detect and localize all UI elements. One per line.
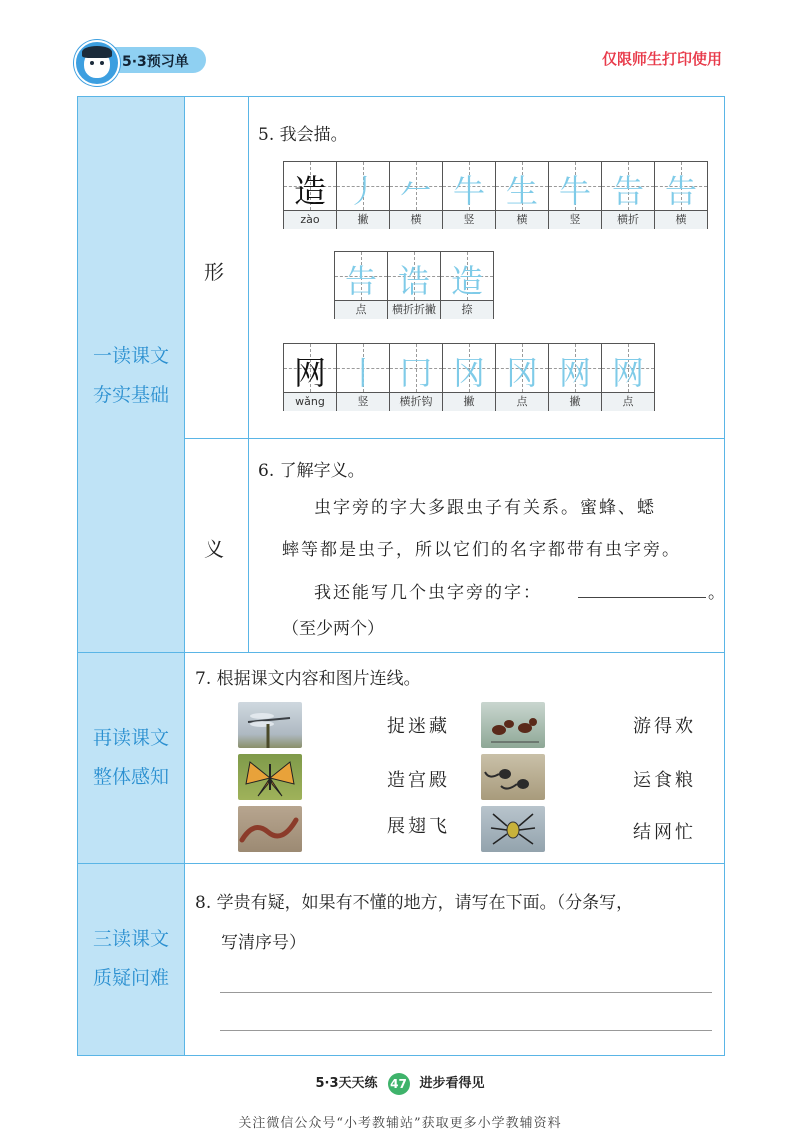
section-second-line1: 再读课文 [92, 727, 169, 749]
stroke-name-label: 竖 [443, 210, 495, 229]
section-second-label [78, 653, 184, 864]
pinyin-label: wǎng [284, 392, 336, 411]
dragonfly-picture[interactable] [238, 702, 302, 748]
trace-character[interactable]: 牛 [452, 172, 485, 210]
zao-cell-0 [284, 162, 337, 228]
wang-cell-3 [443, 344, 496, 410]
zao-cell-2 [390, 162, 443, 228]
trace-character[interactable]: 冈 [452, 354, 485, 392]
wang-cell-0 [284, 344, 337, 410]
header-tag-label: 5·3预习单 [122, 54, 189, 70]
zao2-cell-2 [441, 252, 493, 318]
stroke-name-label: 点 [496, 392, 548, 411]
stroke-name-label: 横 [655, 210, 707, 229]
left-word-1[interactable]: 捉迷藏 [387, 716, 450, 737]
spider-picture[interactable] [481, 806, 545, 852]
zao-stroke-grid [283, 161, 708, 229]
print-notice: 仅限师生打印使用 [601, 50, 722, 68]
q7-title: 7. 根据课文内容和图片连线。 [195, 669, 421, 689]
q8-writing-line-1[interactable] [220, 992, 712, 993]
section-first-line2: 夯实基础 [92, 384, 169, 406]
q6-answer-blank[interactable] [578, 597, 706, 598]
model-character: 造 [293, 172, 326, 210]
q6-prompt: 我还能写几个虫字旁的字： [314, 583, 542, 603]
right-word-1[interactable]: 游得欢 [633, 716, 696, 737]
mascot-logo-icon [74, 40, 120, 86]
bottom-note: 关注微信公众号“小考教辅站”获取更多小学教辅资料 [238, 1116, 562, 1131]
q6-paragraph-line2: 蟀等都是虫子，所以它们的名字都带有虫字旁。 [282, 540, 681, 560]
trace-character[interactable]: 诰 [397, 262, 430, 300]
earthworm-picture[interactable] [238, 806, 302, 852]
stroke-name-label: 捺 [441, 300, 493, 319]
row-divider [184, 438, 724, 439]
trace-character[interactable]: 生 [505, 172, 538, 210]
q6-paragraph-line1: 虫字旁的字大多跟虫子有关系。蜜蜂、蟋 [314, 498, 656, 518]
stroke-name-label: 横折钩 [390, 392, 442, 411]
stroke-name-label: 横 [390, 210, 442, 229]
zao-cell-5 [549, 162, 602, 228]
subcolumn-divider [248, 97, 249, 652]
trace-character[interactable]: 造 [450, 262, 483, 300]
trace-character[interactable]: 𠂉 [399, 172, 432, 210]
zao-cell-7 [655, 162, 707, 228]
q8-writing-line-2[interactable] [220, 1030, 712, 1031]
wang-cell-6 [602, 344, 654, 410]
stroke-name-label: 点 [602, 392, 654, 411]
zao-cell-4 [496, 162, 549, 228]
model-character: 网 [293, 354, 326, 392]
footer-right: 进步看得见 [419, 1076, 485, 1091]
trace-character[interactable]: 告 [344, 262, 377, 300]
zao-stroke-grid-continued [334, 251, 494, 319]
q6-title: 6. 了解字义。 [258, 461, 365, 481]
column-divider [184, 97, 185, 1055]
trace-character[interactable]: 告 [664, 172, 697, 210]
stroke-name-label: 竖 [549, 210, 601, 229]
q5-title: 5. 我会描。 [258, 125, 348, 145]
wang-cell-2 [390, 344, 443, 410]
sublabel-shape: 形 [204, 260, 224, 284]
section-second-line2: 整体感知 [92, 766, 169, 788]
stroke-name-label: 横 [496, 210, 548, 229]
zao-cell-1 [337, 162, 390, 228]
zao-cell-3 [443, 162, 496, 228]
wang-cell-1 [337, 344, 390, 410]
trace-character[interactable]: 网 [558, 354, 591, 392]
trace-character[interactable]: 牛 [558, 172, 591, 210]
butterfly-picture[interactable] [238, 754, 302, 800]
section-first-label [78, 97, 184, 653]
right-word-2[interactable]: 运食粮 [633, 770, 696, 791]
section-first-line1: 一读课文 [92, 345, 169, 367]
stroke-name-label: 横折 [602, 210, 654, 229]
section-third-line1: 三读课文 [92, 928, 169, 950]
footer-left: 5·3天天练 [315, 1076, 378, 1091]
trace-character[interactable]: 网 [611, 354, 644, 392]
trace-character[interactable]: 丨 [346, 354, 379, 392]
trace-character[interactable]: 冈 [505, 354, 538, 392]
stroke-name-label: 横折折撇 [388, 300, 440, 319]
left-word-3[interactable]: 展翅飞 [387, 816, 450, 837]
q6-note: （至少两个） [282, 619, 384, 639]
section-third-line2: 质疑问难 [92, 967, 169, 989]
sublabel-meaning: 义 [204, 537, 224, 561]
stroke-name-label: 竖 [337, 392, 389, 411]
trace-character[interactable]: 丿 [346, 172, 379, 210]
trace-character[interactable]: 冂 [399, 354, 432, 392]
stroke-name-label: 撇 [549, 392, 601, 411]
q6-period: 。 [708, 583, 725, 603]
tadpoles-picture[interactable] [481, 754, 545, 800]
page-number: 47 [388, 1073, 410, 1095]
row-divider [184, 652, 724, 653]
stroke-name-label: 撇 [443, 392, 495, 411]
zao-cell-6 [602, 162, 655, 228]
trace-character[interactable]: 告 [611, 172, 644, 210]
page-footer [0, 1072, 800, 1095]
stroke-name-label: 撇 [337, 210, 389, 229]
pinyin-label: zào [284, 210, 336, 229]
left-word-2[interactable]: 造宫殿 [387, 770, 450, 791]
right-word-3[interactable]: 结网忙 [633, 822, 696, 843]
zao2-cell-1 [388, 252, 441, 318]
q8-title-line1: 8. 学贵有疑，如果有不懂的地方，请写在下面。（分条写， [195, 893, 634, 913]
section-third-label [78, 864, 184, 1055]
stroke-name-label: 点 [335, 300, 387, 319]
wang-cell-5 [549, 344, 602, 410]
q8-title-line2: 写清序号） [221, 933, 306, 953]
zao2-cell-0 [335, 252, 388, 318]
ants-picture[interactable] [481, 702, 545, 748]
wang-stroke-grid [283, 343, 655, 411]
row-divider [184, 863, 724, 864]
wang-cell-4 [496, 344, 549, 410]
